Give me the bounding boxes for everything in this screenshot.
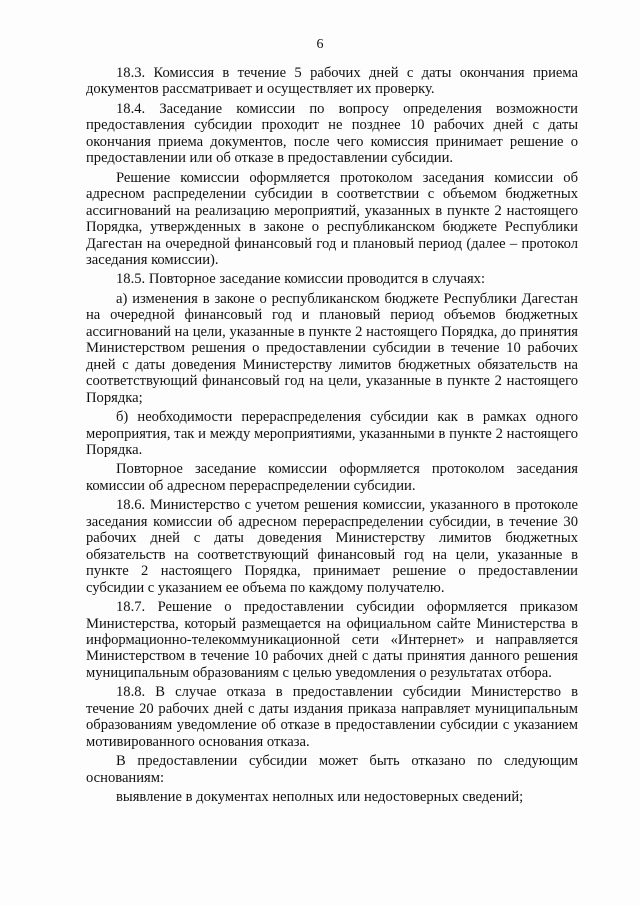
paragraph-refusal-ground-1: выявление в документах неполных или недостоверных сведений; xyxy=(116,789,524,806)
paragraph-18-4: 18.4. Заседание комиссии по вопросу определения возможности предоставления субсидии проходит не позднее 10 рабочих дней с даты окончания приема документов, после чего комиссия принимает решение о предоставлении или об отказе в предоставлении субсидии. xyxy=(86,100,578,167)
paragraph-18-5-a: а) изменения в законе о республиканском бюджете Республики Дагестан на очередной финансовый год и плановый период объемов бюджетных ассигнований на цели, указанные в пункте 2 настоящего Порядка, до принятия Министерством решения о предоставлении субсидии в течение 10 рабочих дней с даты доведения Министерству лимитов бюджетных обязательств на соответствующий финансовый год на цели, указанные в пункте 2 настоящего Порядка; xyxy=(86,290,578,406)
paragraph-commission-decision: Решение комиссии оформляется протоколом заседания комиссии об адресном распределении субсидии в соответствии с объемом бюджетных ассигнований на реализацию мероприятий, указанных в пункте 2 настоящего Порядка, утвержденных в законе о республиканском бюджете Республики Дагестан на очередной финансовый год и плановый период (далее – протокол заседания комиссии). xyxy=(86,169,578,268)
paragraph-18-3: 18.3. Комиссия в течение 5 рабочих дней с даты окончания приема документов рассматривает и осуществляет их проверку. xyxy=(86,65,578,98)
paragraph-refusal-grounds: В предоставлении субсидии может быть отказано по следующим основаниям: xyxy=(86,753,578,786)
paragraph-18-5: 18.5. Повторное заседание комиссии проводится в случаях: xyxy=(116,271,486,288)
page-number: 6 xyxy=(316,37,324,52)
paragraph-18-5-b: б) необходимости перераспределения субсидии как в рамках одного мероприятия, так и между мероприятиями, указанными в пункте 2 настоящего Порядка. xyxy=(86,409,578,458)
paragraph-18-8: 18.8. В случае отказа в предоставлении субсидии Министерство в течение 20 рабочих дней с даты издания приказа направляет муниципальным образованиям уведомление об отказе в предоставлении субсидии с указанием мотивированного основания отказа. xyxy=(86,684,578,750)
paragraph-repeat-meeting: Повторное заседание комиссии оформляется протоколом заседания комиссии об адресном перераспределении субсидии. xyxy=(86,461,578,494)
paragraph-18-6: 18.6. Министерство с учетом решения комиссии, указанного в протоколе заседания комиссии об адресном перераспределении субсидии, в течение 30 рабочих дней с даты доведения Министерству лимитов бюджетных обязательств на соответствующий финансовый год на цели, указанные в пункте 2 настоящего Порядка, принимает решение о предоставлении субсидии с указанием ее объема по каждому получателю. xyxy=(86,497,578,596)
paragraph-18-7: 18.7. Решение о предоставлении субсидии оформляется приказом Министерства, который размещается на официальном сайте Министерства в информационно-телекоммуникационной сети «Интернет» и направляется Министерством в течение 10 рабочих дней с даты принятия данного решения муниципальным образованиям с целью уведомления о результатах отбора. xyxy=(86,599,578,681)
document-body xyxy=(86,65,578,805)
